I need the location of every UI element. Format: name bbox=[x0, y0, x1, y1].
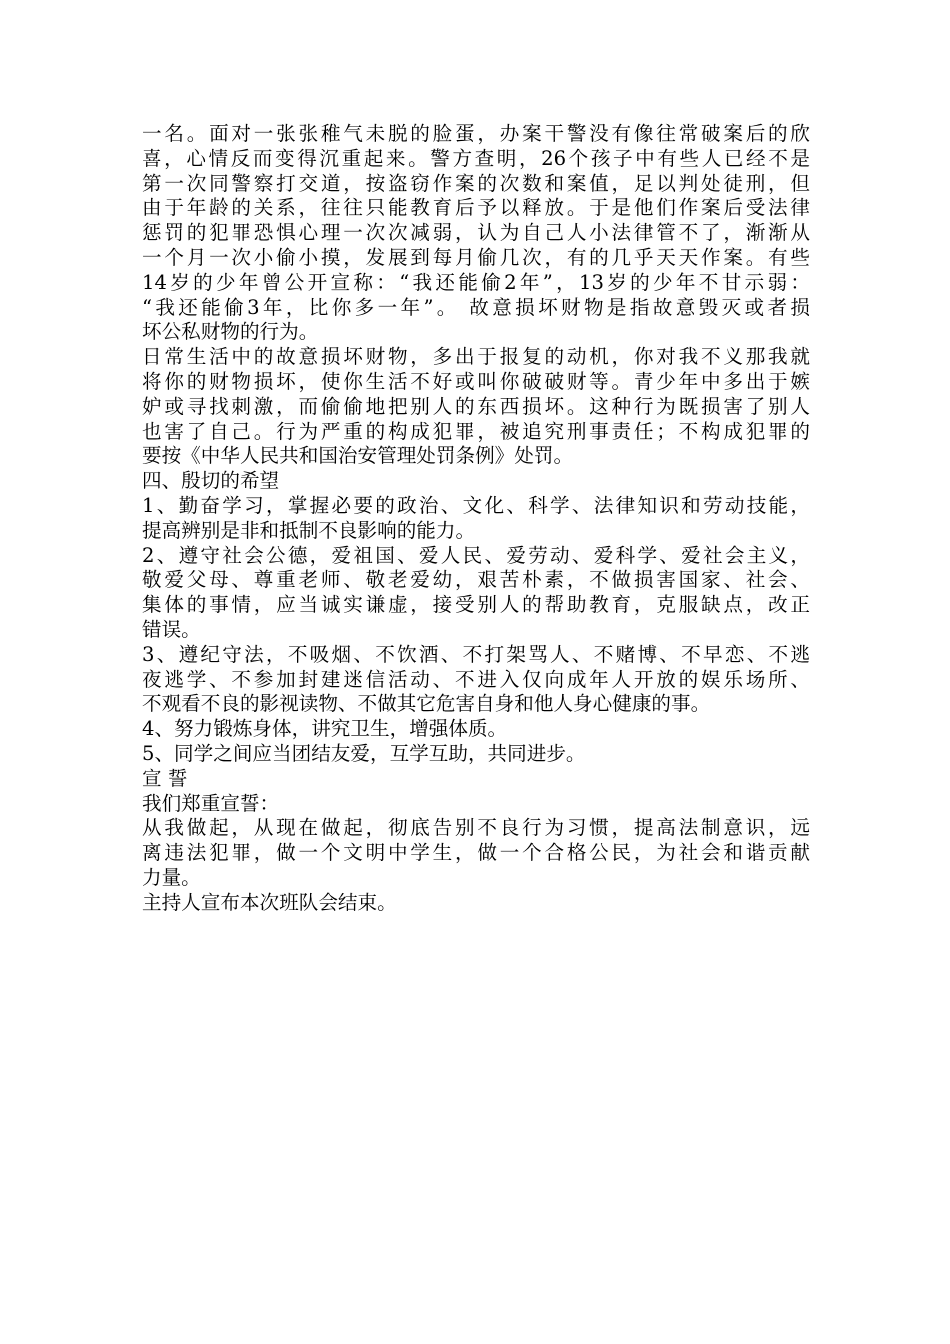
text-line: 将你的财物损坏，使你生活不好或叫你破破财等。青少年中多出于嫉 bbox=[142, 369, 810, 393]
list-item-line: 1、勤奋学习，掌握必要的政治、文化、科学、法律知识和劳动技能， bbox=[142, 493, 810, 517]
text-line: 14岁的少年曾公开宣称：“我还能偷2年”，13岁的少年不甘示弱： bbox=[142, 270, 810, 294]
list-item-line: 2、遵守社会公德，爱祖国、爱人民、爱劳动、爱科学、爱社会主义， bbox=[142, 543, 810, 567]
text-line: 由于年龄的关系，往往只能教育后予以释放。于是他们作案后受法律 bbox=[142, 196, 810, 220]
text-line: 坏公私财物的行为。 bbox=[142, 320, 319, 344]
text-line: 惩罚的犯罪恐惧心理一次次减弱，认为自己人小法律管不了，渐渐从 bbox=[142, 221, 810, 245]
list-item-line: 敬爱父母、尊重老师、敬老爱幼，艰苦朴素，不做损害国家、社会、 bbox=[142, 568, 810, 592]
document-body bbox=[142, 122, 810, 916]
list-item-line: 5、同学之间应当团结友爱，互学互助，共同进步。 bbox=[142, 741, 586, 765]
list-item-line: 集体的事情，应当诚实谦虚，接受别人的帮助教育，克服缺点，改正 bbox=[142, 593, 810, 617]
text-line: 第一次同警察打交道，按盗窃作案的次数和案值，足以判处徒刑，但 bbox=[142, 171, 810, 195]
text-line: 喜，心情反而变得沉重起来。警方查明，26个孩子中有些人已经不是 bbox=[142, 146, 810, 170]
section-heading: 四、殷切的希望 bbox=[142, 469, 280, 493]
text-line: 离违法犯罪，做一个文明中学生，做一个合格公民，为社会和谐贡献 bbox=[142, 841, 810, 865]
text-line: 也害了自己。行为严重的构成犯罪，被追究刑事责任；不构成犯罪的 bbox=[142, 419, 810, 443]
text-line: “我还能偷3年，比你多一年”。 故意损坏财物是指故意毁灭或者损 bbox=[142, 295, 810, 319]
text-line: 我们郑重宣誓： bbox=[142, 791, 280, 815]
list-item-line: 不观看不良的影视读物、不做其它危害自身和他人身心健康的事。 bbox=[142, 692, 711, 716]
section-heading: 宣 誓 bbox=[142, 766, 188, 790]
list-item-line: 3、遵纪守法，不吸烟、不饮酒、不打架骂人、不赌博、不早恋、不逃 bbox=[142, 642, 810, 666]
text-line: 妒或寻找刺激，而偷偷地把别人的东西损坏。这种行为既损害了别人 bbox=[142, 394, 810, 418]
list-item-line: 4、努力锻炼身体，讲究卫生，增强体质。 bbox=[142, 717, 508, 741]
text-line: 一名。面对一张张稚气未脱的脸蛋，办案干警没有像往常破案后的欣 bbox=[142, 122, 810, 145]
text-line: 一个月一次小偷小摸，发展到每月偷几次，有的几乎天天作案。有些 bbox=[142, 245, 810, 269]
text-line: 日常生活中的故意损坏财物，多出于报复的动机，你对我不义那我就 bbox=[142, 345, 810, 369]
list-item-line: 提高辨别是非和抵制不良影响的能力。 bbox=[142, 518, 476, 542]
list-item-line: 夜逃学、不参加封建迷信活动、不进入仅向成年人开放的娱乐场所、 bbox=[142, 667, 810, 691]
text-line: 从我做起，从现在做起，彻底告别不良行为习惯，提高法制意识，远 bbox=[142, 816, 810, 840]
text-line: 力量。 bbox=[142, 865, 201, 889]
text-line: 要按《中华人民共和国治安管理处罚条例》处罚。 bbox=[142, 444, 574, 468]
closing-line: 主持人宣布本次班队会结束。 bbox=[142, 890, 397, 914]
list-item-line: 错误。 bbox=[142, 617, 201, 641]
